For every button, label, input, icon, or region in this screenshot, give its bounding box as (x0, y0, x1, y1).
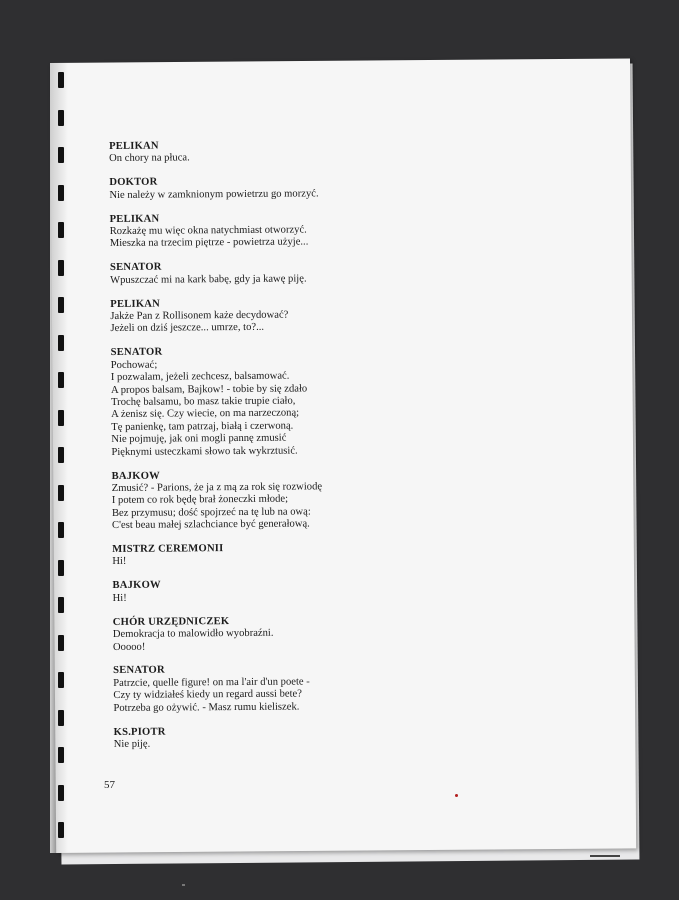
speaker-name: PELIKAN (109, 213, 160, 225)
speech-block (113, 614, 473, 654)
binding-hole (58, 147, 64, 163)
binding-hole (58, 185, 64, 201)
speaker-name: SENATOR (113, 664, 165, 677)
binding-hole (58, 410, 64, 426)
dialogue-line: Ooooo! (112, 641, 146, 653)
speaker-name: BAJKOW (111, 470, 160, 482)
binding-hole (58, 710, 64, 726)
speech-block (112, 541, 472, 569)
speaker-name: PELIKAN (109, 140, 159, 152)
dialogue-line: Pochować; (110, 359, 158, 371)
dialogue-line: I pozwalam, jeżeli zechcesz, balsamować. (110, 370, 290, 384)
speaker-name: MISTRZ CEREMONII (112, 543, 224, 556)
speaker-name: BAJKOW (112, 579, 161, 592)
speech-block (110, 260, 470, 288)
dialogue-line: Bez przymusu; dość spojrzeć na tę lub na ową: (111, 506, 311, 519)
dialogue-line: Nie piję. (113, 738, 151, 750)
dialogue-line: Demokracja to malowidło wyobraźni. (112, 627, 274, 641)
dialogue-line: Nie pojmuję, jak oni mogli pannę zmusić (111, 432, 287, 446)
binding-hole (58, 372, 64, 388)
speaker-name: SENATOR (109, 261, 162, 274)
dialogue-line: Mieszka na trzecim piętrze - powietrza użyje... (109, 236, 309, 250)
binding-hole (58, 72, 64, 88)
binding-hole (58, 335, 64, 351)
dialogue-line: Czy ty widziałeś kiedy un regard aussi bete? (113, 688, 302, 702)
speech-block (110, 211, 470, 251)
binding-hole (58, 222, 64, 238)
binding-hole (58, 260, 64, 276)
speech-block (111, 345, 472, 459)
dialogue-line: Rozkażę mu więc okna natychmiast otworzyć. (109, 224, 307, 238)
speaker-name: SENATOR (110, 346, 163, 359)
binding-hole (58, 785, 64, 801)
spiral-binding (58, 66, 68, 856)
page-edge-mark (590, 855, 620, 857)
speech-block (113, 663, 473, 715)
speech-block (112, 578, 472, 606)
speech-block (114, 724, 474, 752)
speech-block (112, 468, 472, 533)
scan-speck (182, 884, 185, 886)
binding-hole (58, 635, 64, 651)
dialogue-line: Jakże Pan z Rollisonem każe decydować? (110, 309, 289, 323)
binding-hole (58, 672, 64, 688)
speaker-name: CHÓR URZĘDNICZEK (112, 615, 230, 628)
speaker-name: DOKTOR (109, 176, 158, 189)
dialogue-line: I potem co rok będę brał żoneczki młode; (111, 493, 289, 507)
binding-hole (58, 822, 64, 838)
dialogue-line: Jeżeli on dziś jeszcze... umrze, to?... (110, 322, 265, 335)
dialogue-line: Trochę balsamu, bo masz takie trupie ciało, (111, 395, 296, 408)
binding-hole (58, 747, 64, 763)
binding-hole (58, 485, 64, 501)
binding-hole (58, 447, 64, 463)
red-mark (455, 794, 458, 797)
dialogue-line: Patrzcie, quelle figure! on ma l'air d'un poete - (113, 676, 310, 689)
binding-hole (58, 597, 64, 613)
dialogue-line: Hi! (112, 556, 127, 568)
script-text (109, 138, 474, 763)
dialogue-line: C'est beau małej szlachciance być generałową. (111, 518, 310, 532)
dialogue-line: Tę panienkę, tam patrzaj, białą i czerwoną. (111, 420, 294, 433)
binding-hole (58, 297, 64, 313)
dialogue-line: Zmusić? - Parions, że ja z mą za rok się rozwiodę (111, 481, 323, 494)
dialogue-line: Pięknymi usteczkami słowo tak wykrztusić. (111, 445, 298, 458)
speech-block (109, 174, 469, 202)
speech-block (109, 138, 469, 166)
dialogue-line: Nie należy w zamknionym powietrzu go morzyć. (109, 188, 319, 201)
binding-hole (58, 560, 64, 576)
binding-hole (58, 522, 64, 538)
dialogue-line: On chory na płuca. (109, 152, 190, 165)
speech-block (110, 296, 470, 336)
binding-hole (58, 110, 64, 126)
speaker-name: PELIKAN (110, 298, 160, 310)
dialogue-line: Potrzeba go ożywić. - Masz rumu kieliszek. (113, 701, 300, 714)
speaker-name: KS.PIOTR (113, 726, 166, 738)
dialogue-line: Hi! (112, 592, 127, 604)
dialogue-line: A propos balsam, Bajkow! - tobie by się zdało (110, 383, 308, 396)
dialogue-line: Wpuszczać mi na kark babę, gdy ja kawę piję. (110, 273, 307, 286)
dialogue-line: A żenisz się. Czy wiecie, on ma narzeczoną; (111, 407, 300, 421)
page-number: 57 (104, 779, 115, 791)
